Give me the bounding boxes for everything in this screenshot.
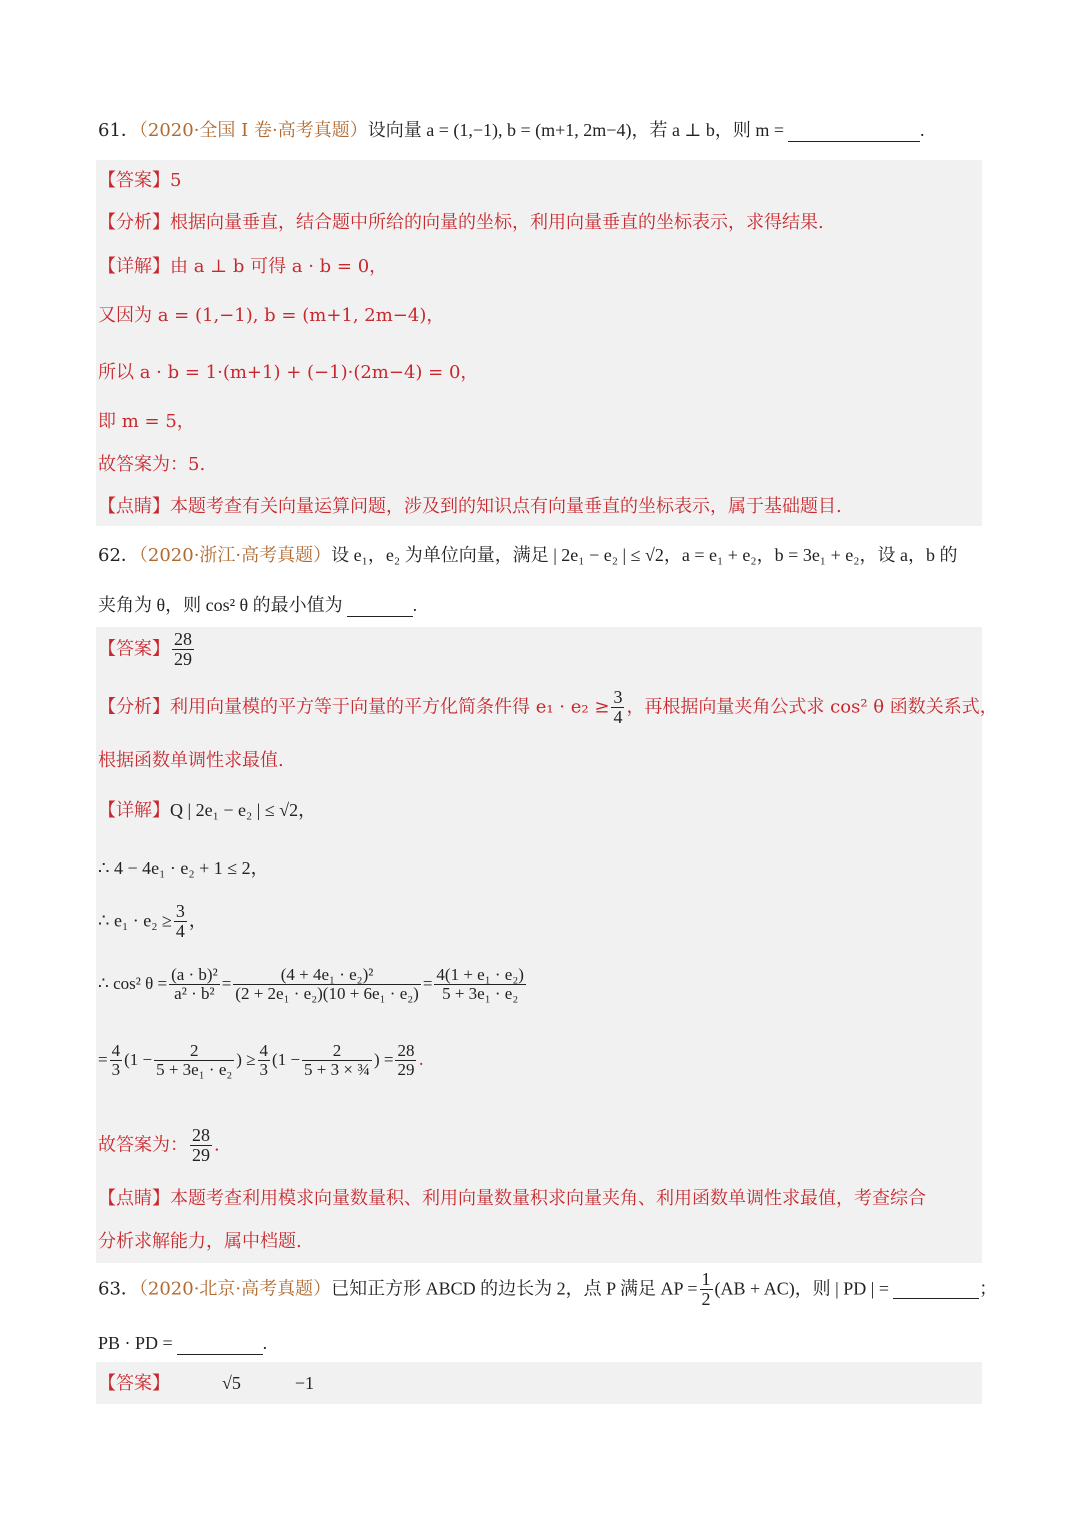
question-source: （2020·全国 I 卷·高考真题）	[138, 120, 368, 141]
analysis-label: 【分析】	[98, 696, 170, 718]
q61-stem: 61．（2020·全国 I 卷·高考真题）设向量 a = (1,−1), b = (m+1, 2m−4)，若 a ⊥ b，则 m = .	[98, 120, 925, 141]
q61-comment	[98, 496, 982, 518]
q63-stem: 63．（2020·北京·高考真题）已知正方形 ABCD 的边长为 2，点 P 满足 AP = $\frac{1}{2}$ (AB + AC)，则 | PD | = ；	[98, 1269, 998, 1309]
analysis-text: 根据向量垂直，结合题中所给的向量的坐标，利用向量垂直的坐标表示，求得结果.	[170, 212, 824, 233]
question-number: 63．	[98, 1278, 139, 1300]
comment-label: 【点睛】	[98, 496, 170, 517]
q62-detail-4: ∴ cos² θ = $\frac{\text{(a · b)²}}{\text{a² · b²}}$ = $\frac{\text{(4 + 4e₁ · e₂)²}}{\text{(2 + 2e₁ · e₂)(10 + 6e₁ · e₂)}}$ = $\frac{\text{4(1 + e₁ · e₂)}}{\text{5 + 3e₁ · e₂}}$	[98, 965, 524, 1003]
q61-detail-1	[98, 256, 982, 278]
q61-detail-2: 又因为 a = (1,−1), b = (m+1, 2m−4)，	[98, 305, 445, 326]
q62-detail-2: ∴ 4 − 4e₁ · e₂ + 1 ≤ 2，	[98, 858, 269, 878]
detail-text: 由 a ⊥ b 可得 a · b = 0，	[170, 256, 388, 277]
answer-label: 【答案】	[98, 638, 170, 660]
question-source: （2020·浙江·高考真题）	[138, 545, 332, 566]
answer-blank	[177, 1336, 263, 1355]
answer-value: 5	[170, 170, 182, 191]
question-number: 61．	[98, 120, 139, 141]
q61-detail-5: 故答案为：5.	[98, 454, 206, 475]
analysis-label: 【分析】	[98, 212, 170, 233]
q62-comment-line2: 分析求解能力，属中档题.	[98, 1231, 302, 1252]
q62-stem	[98, 545, 982, 567]
q62-detail-3: ∴ e₁ · e₂ ≥ $\frac{3}{4}$ ，	[98, 901, 207, 941]
q62-comment	[98, 1188, 982, 1210]
q62-analysis-line2: 根据函数单调性求最值.	[98, 750, 284, 771]
detail-label: 【详解】	[98, 256, 170, 277]
q62-analysis: 【分析】利用向量模的平方等于向量的平方化简条件得 e₁ · e₂ ≥ $\frac{3}{4}$ ，再根据向量夹角公式求 cos² θ 函数关系式，	[98, 687, 998, 727]
question-text: 设 e₁，e₂ 为单位向量，满足 | 2e₁ − e₂ | ≤ √2，a = e₁ + e₂，b = 3e₁ + e₂，设 a，b 的	[331, 545, 958, 565]
q62-detail-5: = $\frac{4}{3}$ (1 − $\frac{2}{\text{5 + 3e₁ · e₂}}$ ) ≥ $\frac{4}{3}$ (1 − $\frac{2}{\text{5 + 3 × ¾}}$ ) = $\frac{28}{29}$ .	[98, 1041, 424, 1079]
answer-blank	[347, 598, 413, 617]
answer-value-2: −1	[294, 1373, 315, 1393]
comment-text: 本题考查利用模求向量数量积、利用向量数量积求向量夹角、利用函数单调性求最值，考查综合	[170, 1188, 926, 1209]
comment-label: 【点睛】	[98, 1188, 170, 1209]
answer-fraction: $\frac{28}{29}$	[174, 629, 192, 669]
q61-answer	[98, 170, 982, 192]
q61-detail-4: 即 m = 5，	[98, 411, 195, 432]
q61-analysis	[98, 212, 982, 234]
q62-detail-1: 【详解】Q | 2e₁ − e₂ | ≤ √2，	[98, 800, 317, 821]
q63-answer	[98, 1373, 982, 1395]
detail-label: 【详解】	[98, 800, 170, 821]
q62-answer	[98, 630, 982, 676]
q62-final: 故答案为： $\frac{28}{29}$ .	[98, 1125, 220, 1165]
question-source: （2020·北京·高考真题）	[138, 1278, 332, 1300]
answer-blank	[788, 123, 920, 142]
answer-blank	[893, 1280, 979, 1299]
question-number: 62．	[98, 545, 139, 566]
answer-label: 【答案】	[98, 170, 170, 191]
answer-label: 【答案】	[98, 1373, 170, 1394]
answer-value-1: √5	[222, 1373, 241, 1393]
comment-text: 本题考查有关向量运算问题，涉及到的知识点有向量垂直的坐标表示，属于基础题目.	[170, 496, 842, 517]
question-text: 设向量 a = (1,−1), b = (m+1, 2m−4)，若 a ⊥ b，则 m =	[367, 120, 785, 140]
q63-stem-line2: PB · PD = .	[98, 1333, 268, 1353]
q62-stem-line2: 夹角为 θ，则 cos² θ 的最小值为 .	[98, 595, 418, 615]
q61-detail-3: 所以 a · b = 1·(m+1) + (−1)·(2m−4) = 0，	[98, 362, 479, 383]
